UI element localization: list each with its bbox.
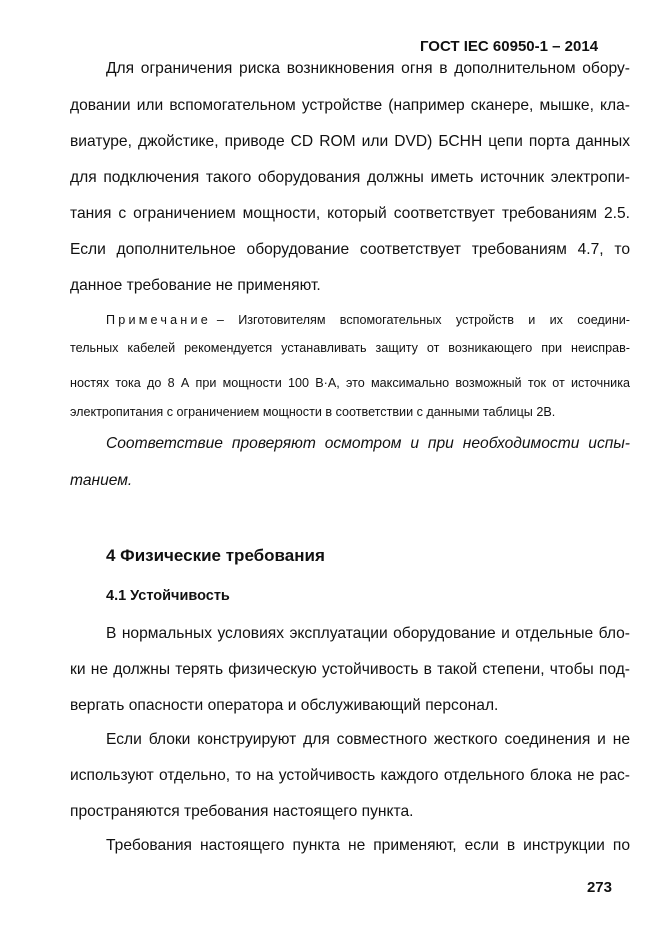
note-text: – Изготовителям вспомогательных устройств и их соедини- [216,313,630,327]
note-line: тельных кабелей рекомендуется устанавливать защиту от возникающего при неисправ- [70,341,630,355]
note-line: ностях тока до 8 А при мощности 100 В·А, это максимально возможный ток от источника [70,376,630,390]
compliance-line: Соответствие проверяют осмотром и при необходимости испы- [106,435,630,452]
compliance-line: танием. [70,472,133,489]
paragraph-line: вергать опасности оператора и обслуживающий персонал. [70,697,499,714]
subsection-heading: 4.1 Устойчивость [106,588,230,604]
document-header: ГОСТ IEC 60950-1 – 2014 [420,38,599,55]
paragraph-line: Требования настоящего пункта не применяют, если в инструкции по [106,837,630,854]
note-line: электропитания с ограничением мощности в соответствии с данными таблицы 2В. [70,405,556,419]
paragraph-line: Для ограничения риска возникновения огня в дополнительном обору- [106,60,630,77]
paragraph-line: виатуре, джойстике, приводе CD ROM или DVD) БСНН цепи порта данных [70,133,630,150]
page-number: 273 [586,879,612,896]
section-heading: 4 Физические требования [106,546,325,565]
paragraph-line: для подключения такого оборудования должны иметь источник электропи- [70,169,630,186]
paragraph-line: Если блоки конструируют для совместного жесткого соединения и не [106,731,630,748]
note-first-line [106,311,630,329]
paragraph-line: ки не должны терять физическую устойчивость в такой степени, чтобы под- [70,661,630,678]
paragraph-line: используют отдельно, то на устойчивость каждого отдельного блока не рас- [70,767,630,784]
paragraph-line: пространяются требования настоящего пункта. [70,803,414,820]
paragraph-line: данное требование не применяют. [70,277,321,294]
paragraph-line: Если дополнительное оборудование соответствует требованиям 4.7, то [70,241,630,258]
paragraph-line: В нормальных условиях эксплуатации оборудование и отдельные бло- [106,625,630,642]
paragraph-line: тания с ограничением мощности, который соответствует требованиям 2.5. [70,205,630,222]
note-label: Примечание [106,313,211,327]
paragraph-line: довании или вспомогательном устройстве (например сканере, мышке, кла- [70,97,630,114]
